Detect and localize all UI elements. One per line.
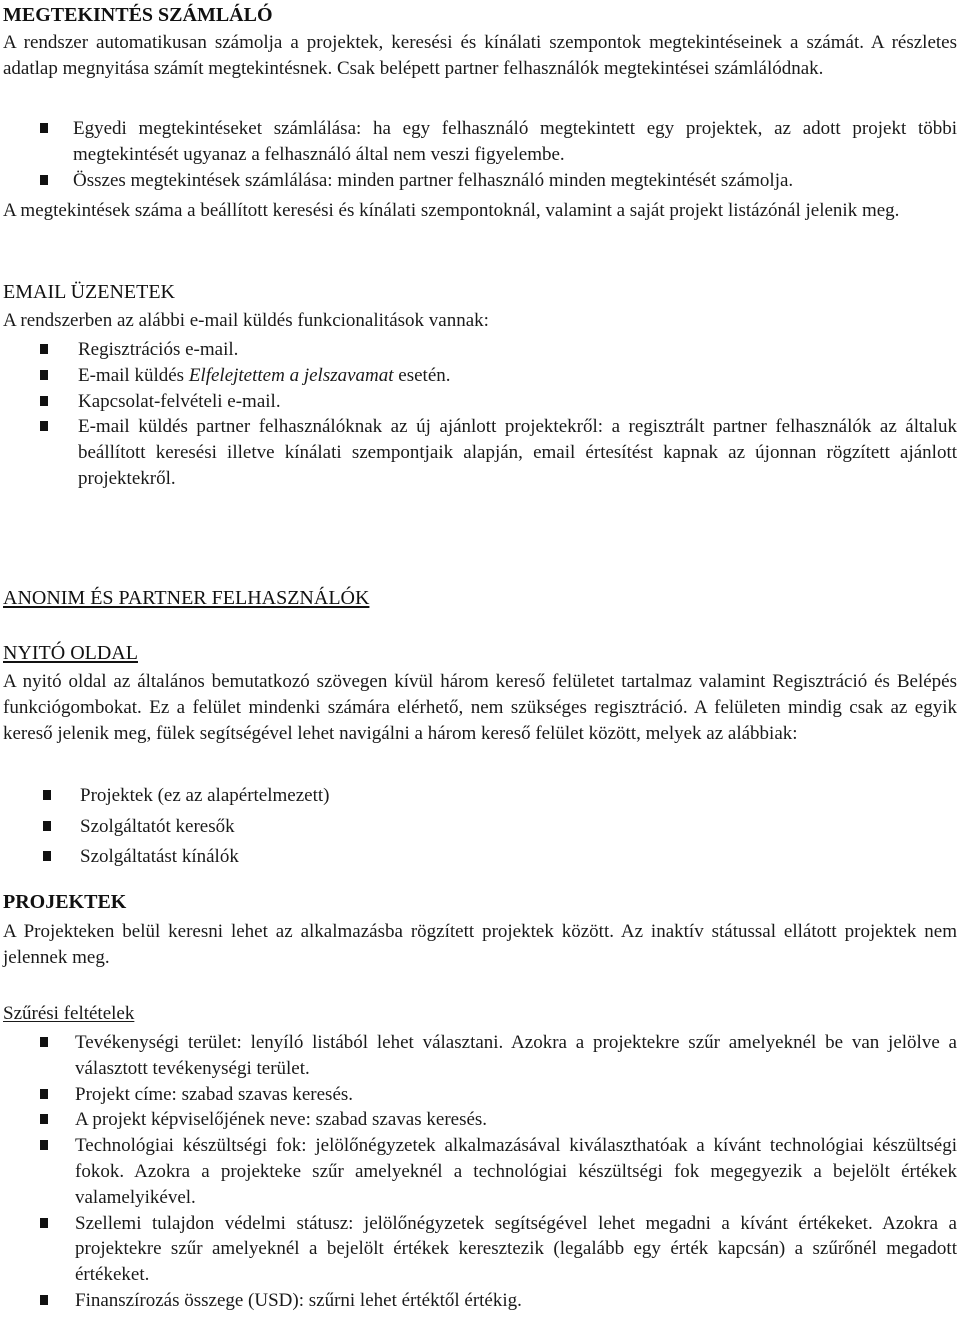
list-item: A projekt képviselőjének neve: szabad szavas keresés.	[3, 1107, 957, 1133]
square-bullet-icon	[43, 851, 51, 861]
square-bullet-icon	[40, 1218, 48, 1228]
list-item: Egyedi megtekintéseket számlálása: ha egy felhasználó megtekintett egy projektek, az adott projekt többi megtekintését ugyanaz a felhasználó által nem veszi figyelembe.	[3, 116, 957, 168]
square-bullet-icon	[43, 821, 51, 831]
landing-intro: A nyitó oldal az általános bemutatkozó szövegen kívül három kereső felületet tartalmaz valamint Regisztráció és Belépés funkciógombokat. Ez a felület mindenki számára elérhető, nem szükséges regisztráció. A felületen mindig csak az egyik kereső jelenik meg, fülek segítségével lehet navigálni a három kereső felület között, melyek az alábbiak:	[3, 671, 957, 744]
forgot-password-term: Elfelejtettem a jelszavamat	[188, 364, 394, 386]
list-item: Kapcsolat-felvételi e-mail.	[3, 389, 957, 415]
square-bullet-icon	[40, 1089, 48, 1099]
projects-heading: PROJEKTEK	[3, 891, 127, 913]
view-counter-outro: A megtekintések száma a beállított keresési és kínálati szempontoknál, valamint a saját projekt listázónál jelenik meg.	[3, 200, 900, 221]
email-intro: A rendszerben az alábbi e-mail küldés funkcionalitások vannak:	[3, 310, 489, 331]
list-item: Szolgáltatót keresők	[3, 812, 957, 843]
email-heading: EMAIL ÜZENETEK	[3, 281, 175, 303]
square-bullet-icon	[40, 175, 48, 185]
projects-intro: A Projekteken belül keresni lehet az alkalmazásba rögzített projektek között. Az inaktív státussal ellátott projektek nem jelennek meg.	[3, 921, 957, 968]
email-list	[3, 337, 957, 492]
filter-criteria-heading: Szűrési feltételek	[3, 1003, 135, 1024]
square-bullet-icon	[40, 1114, 48, 1124]
square-bullet-icon	[40, 370, 48, 380]
square-bullet-icon	[40, 1295, 48, 1305]
view-counter-intro: A rendszer automatikusan számolja a projektek, keresési és kínálati szempontok megtekintéseinek a számát. A részletes adatlap megnyitása számít megtekintésnek. Csak belépett partner felhasználók megtekintései számlálódnak.	[3, 32, 957, 79]
list-item: Projekt címe: szabad szavas keresés.	[3, 1082, 957, 1108]
square-bullet-icon	[40, 1140, 48, 1150]
square-bullet-icon	[40, 123, 48, 133]
list-item: Szellemi tulajdon védelmi státusz: jelölőnégyzetek segítségével lehet megadni a kívánt értékeket. Azokra a projektekre szűr amelyeknél a bejelölt értékek keresztezik (legalább egy érték kapcsán) a szűrőnél megadott értékeket.	[3, 1211, 957, 1288]
list-item: Finanszírozás összege (USD): szűrni lehet értéktől értékig.	[3, 1288, 957, 1314]
filter-criteria-list	[3, 1030, 957, 1314]
square-bullet-icon	[40, 344, 48, 354]
landing-heading: NYITÓ OLDAL	[3, 642, 138, 664]
landing-list	[3, 781, 957, 873]
list-item: Összes megtekintések számlálása: minden partner felhasználó minden megtekintését számolja.	[3, 168, 957, 194]
anon-partner-heading: ANONIM ÉS PARTNER FELHASZNÁLÓK	[3, 587, 370, 609]
square-bullet-icon	[43, 790, 51, 800]
list-item: Technológiai készültségi fok: jelölőnégyzetek alkalmazásával kiválaszthatóak a kívánt technológiai készültségi fokok. Azokra a projekteke szűr amelyeknél a technológiai készültségi fok megegyezik a bejelölt értékek valamelyikével.	[3, 1133, 957, 1210]
list-item: E-mail küldés Elfelejtettem a jelszavamat esetén.	[3, 363, 957, 389]
square-bullet-icon	[40, 421, 48, 431]
list-item: Projektek (ez az alapértelmezett)	[3, 781, 957, 812]
square-bullet-icon	[40, 1037, 48, 1047]
list-item: E-mail küldés partner felhasználóknak az új ajánlott projektekről: a regisztrált partner felhasználók az általuk beállított keresési illetve kínálati szempontjaik alapján, email értesítést kapnak az újonnan rögzített ajánlott projektekről.	[3, 414, 957, 491]
view-counter-list	[3, 116, 957, 193]
list-item: Regisztrációs e-mail.	[3, 337, 957, 363]
square-bullet-icon	[40, 396, 48, 406]
list-item: Szolgáltatást kínálók	[3, 842, 957, 873]
view-counter-heading: MEGTEKINTÉS SZÁMLÁLÓ	[3, 4, 273, 26]
list-item: Tevékenységi terület: lenyíló listából lehet választani. Azokra a projektekre szűr amelyeknél be van jelölve a választott tevékenységi terület.	[3, 1030, 957, 1082]
